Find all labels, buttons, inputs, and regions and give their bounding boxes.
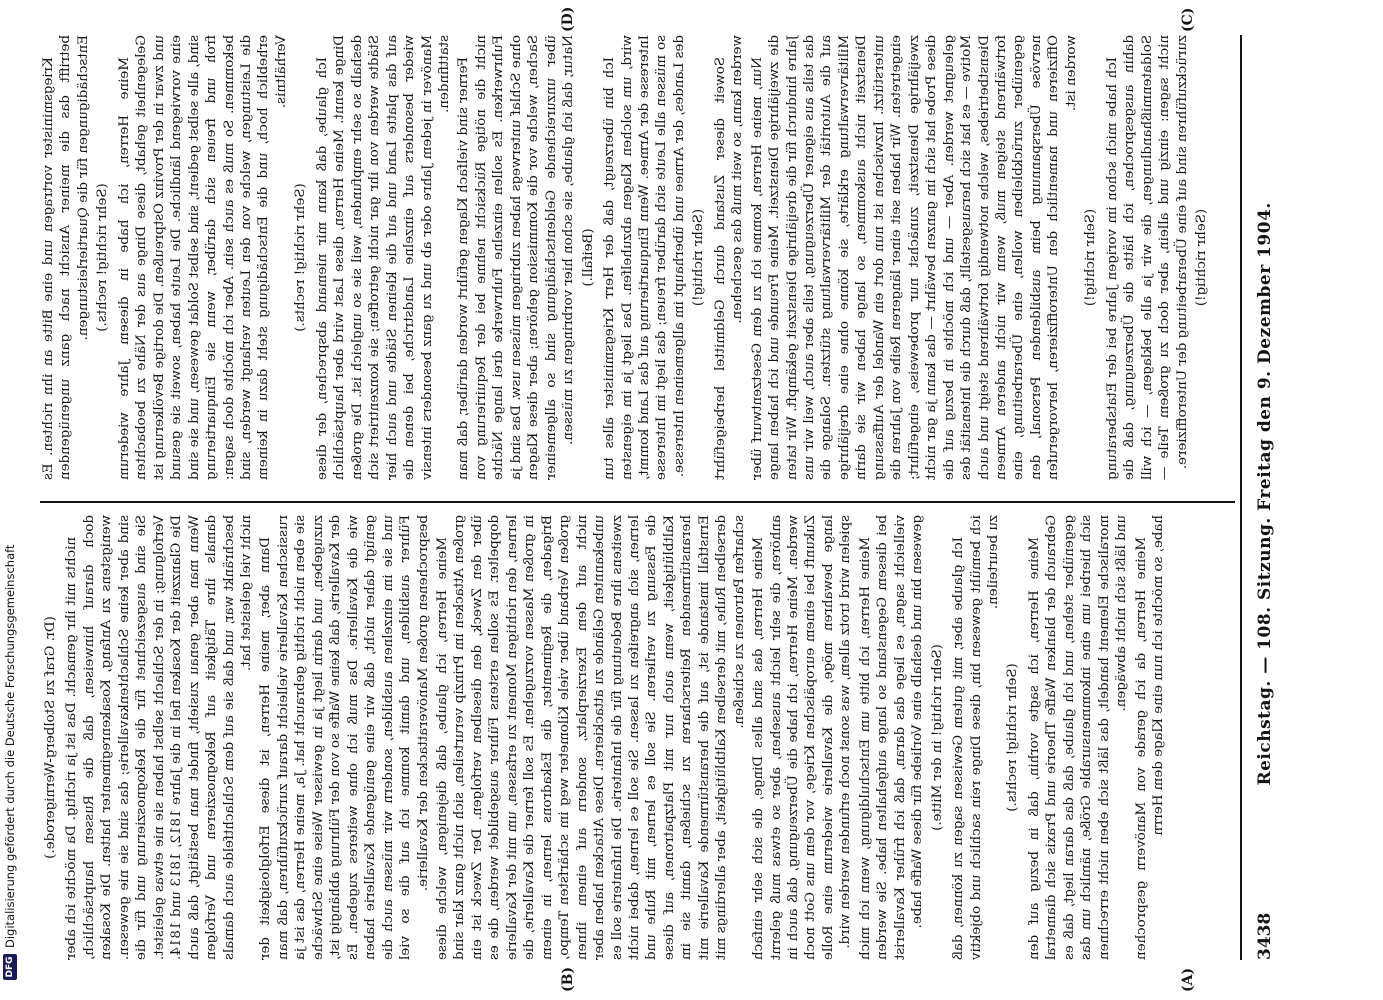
paragraph: nichts mit ihr gemacht. Das ist ja richtig. Da möchte ich aber doch darauf hinweisen, daß die Russen hauptsächlich, wenigstens zu Anfang, Kosakenregimenter hatten. Die Kosaken sind aber keine Schlachtenkavallerie; das sind sie nie gewesen. Sie sind ausgezeichnet für die Rekognoszierung und für die Verfolgung; in der Schlacht selbst haben sie nie etwas geleistet. Die Glanzzeit der Kosaken fiel in die Jahre 1812, 1813 und 1814. Wenn man aber genau zusieht, findet man bestätigt, daß auch damals ihre Tätigkeit auf Rekognoszieren und Verfolgen beschränkt war, und daß sie auf dem Schlachtfelde auch damals nicht viel geleistet hat. (64, 515, 254, 960)
interjection: (Sehr richtig! rechts.) (293, 183, 309, 332)
interjection: (Beifall.) (580, 228, 596, 287)
column-divider (40, 501, 1235, 503)
paragraph: Ich habe mich schon im vorigen Jahre bei der Etatsberatung dahin ausgesprochen, ich hätte die Überzeugung, daß die Soldatenmißhandlungen, die wir ja alle beklagen, — ich will nicht sagen: einzig und allein, aber doch zu großem Teile — zurückzuführen sind auf eine Überarbeitung der Unteroffiziere. (1104, 35, 1190, 480)
header-rule (1240, 35, 1242, 960)
speaker-line: (Dr. Graf zu Stolberg-Wernigerode.) (43, 616, 58, 859)
interjection: (Sehr richtig! rechts.) (95, 183, 111, 332)
interjection: (Sehr richtig! rechts.) (1005, 663, 1021, 812)
margin-marker-d: (D) (560, 6, 576, 32)
text-column-left (40, 515, 1235, 960)
paragraph: Kriegsminister vortragen und eine Bitte an ihn richten. Es betrifft das die meiner Ansicht nach ganz ungenügenden Entschädigungen für die Quartierleistungen. (41, 35, 91, 480)
paragraph: Ich bin überzeugt, daß der Herr Kriegsminister alles tun wird, um solchen Klagen abzuhelfen. Das liegt ja im eigensten Interesse der Armee. Wenn Einquartierung auf das Land kommt, so müssen alle Leute sich darüber freuen; das liegt im Interesse des Landes, der Armee und überhaupt im allgemeinen Interesse. (602, 35, 687, 480)
paragraph: Meine Herren, ich sagte vorhin, daß in bezug auf den Gebrauch der blanken Waffe Theorie und Praxis sich diametral gegenüber stehen, und ich glaube, daß das daran liegt, daß es sich hierbei um eine inkommensurable Größe, nämlich um das moralische Element handelt, das läßt sich eben nicht errechnen und läßt sich nicht abwägen. (1026, 515, 1130, 960)
digitization-credit (0, 0, 20, 1000)
dfg-logo-icon: DFG (3, 954, 17, 980)
paragraph: Meine Herren, das sind alles Dinge, die sich sehr einfach anhören, die sehr leicht aussehen, aber so etwas muß gelernt werden. Meine Herren, ich habe die Überzeugung, daß auch in Zukunft bei einem europäischen Kriege, vor dem uns Gott noch lange bewahren möge, die Kavallerie wiederum eine Rolle spielen wird trotz allem, was sonst noch erfunden werden wird. (751, 515, 854, 960)
margin-marker-a: (A) (1180, 967, 1196, 992)
interjection: (Sehr richtig!) (1083, 208, 1099, 307)
paragraph: Meine Herren, ich bitte um Entschuldigung, wenn ich mich bei diesem Gegenstand so lange aufgehalten habe. Sie werden vielleicht sagen, es liege das daran, daß ich früher Kavallerist gewesen bin und deshalb eine Vorliebe für diese Waffe habe. (857, 515, 926, 960)
paragraph: Ferner sind vielfach Klagen geführt worden darüber, daß man nicht die nötige Rücksicht nehme bei der Requirierung von Fuhrwerken. Es sollen einzelne Fuhrwerke drei lange Nächte ohne Schlaf unterwegs haben zubringen müssen usw. Das sind ja Sachen, welche vor die Kommission gehören; aber diese Klagen über unzureichende Geldentschädigung sind so allgemeiner Natur, daß ich glaube, sie schon hier vorbringen zu müssen. (456, 35, 577, 480)
credit-text: Digitalisierung gefördert durch die Deutsche Forschungsgemeinschaft (3, 544, 17, 948)
page-number: 3438 (1255, 912, 1275, 960)
paragraph: Ich glaube aber, mit gutem Gewissen sagen zu können, daß ich bemüht gewesen bin, diese Dinge rein sachlich und objektiv zu beurteilen. (951, 515, 1002, 960)
paragraph: Meine Herren, da ich gerade von Manövern gesprochen habe, so möchte ich nun eine Klage dem Herrn (1133, 515, 1167, 960)
paragraph: Ich glaube, daß kann mir niemand absprechen, der diese Dinge kennt. Meine Herren, diese Last wird aber hauptsächlich deshalb so sehr empfunden, weil sie so ungleich ist. Die großen Städte werden von ihr gar nicht getroffen; sie konzentriert sich auf das platte Land und auf die kleinen Städte und auch hier wieder besonders auf einzelne Landstriche, bei denen die Manöver in jedem Jahre oder ab und zu ganz besonders intensiv stattfinden. (314, 35, 452, 480)
paragraph: Meine Herren, ich habe in diesem Jahre wiederum Gelegenheit gehabt, diese Dinge aus der Nähe zu beobachten und zwar in der Provinz Ostpreußen. Die dortige Bevölkerung ist eine vorwiegend ländliche. Die Leute haben, soweit sie gesund sind, alle selbst gedient, sind selbst Soldat gewesen, und sie sind froh und freuen sich darüber, wenn sie Einquartierung bekommen. So muß es auch sein. Aber ich möchte doch sagen: die Leistungen, welche von den Leuten verlangt werden, sind erheblich hoch, und die Entschädigung steht dazu in keinem Verhältnis. (116, 35, 289, 480)
margin-marker-c: (C) (1180, 7, 1196, 32)
paragraph: Dann aber, meine Herren, ist diese Erfolglosigkeit der russischen Kavallerie vielleicht darauf zurückzuführen, daß man sie eben nicht richtig gebraucht hat. Ja, meine Herren, das ist ja zuzugeben, und darin liegt ja in gewisser Weise eine Schwäche der Kavallerie, daß keine Waffe so von der Führung abhängig ist, wie die Kavallerie. Das muß ich ohne weiteres zugeben. Es genügt daher nicht, daß wir eine genügende Kavallerie haben und sie im einzelnen ausbilden, sondern wir müssen auch die Führer ausbilden, und damit komme ich auf die so viel besprochenen großen Manöverattacken der Kavallerie. (258, 515, 431, 960)
running-title: Reichstag. — 108. Sitzung. Freitag den 9. Dezember 1904. (1255, 202, 1275, 786)
paragraph: Meine Herren, ich glaube, daß diejenigen, welche diese großen Attacken im Prinzip verurteilen, sich nicht ganz klar sind über den Zweck, den dieselben verfolgen. Der Zweck ist ein doppelter. Es sollen erstens Führer ausgebildet werden, die es lernen, den richtigen Moment zu erfassen, um mit der Kavallerie in großen Massen vorzugehen. Es soll ferner die Kavallerie, die Brigaden, die Regimenter, die Eskadrons lernen, in einem großen Verband über viele Kilometer weg im schärfsten Tempo, nicht auf dem Exerzierplatz, sondern auf einem ihnen unbekannten Gelände zu attackieren. Diese Attacken haben aber zweitens ihre Bedeutung für die Infanterie. Die Infanterie soll es lernen, sich angreifen zu lassen. Sie soll es lernen, dabei nicht die Fassung zu verlieren. Sie soll es lernen, mit Ruhe und Kaltblütigkeit, wenn auch nur mit Platzpatronen, auf diese heranstürmenden Reiterscharen zu schießen, damit sie im Ernstfall imstande ist, auf die heranstürmende Kavallerie mit derselben Ruhe, mit derselben Kaltblütigkeit, aber allerdings mit scharfen Patronen zu schießen. (434, 515, 747, 960)
text-column-right (40, 35, 1235, 480)
page-header (1255, 35, 1281, 960)
interjection: (Sehr richtig!) (691, 208, 707, 307)
margin-marker-b: (B) (560, 966, 576, 992)
interjection: (Sehr richtig!) (1194, 208, 1209, 307)
interjection: (Sehr richtig! in der Mitte.) (929, 644, 945, 831)
paragraph: Nun, meine Herren, komme ich zu dem Gesetzentwurf über die zweijährige Dienstzeit. Meine Freunde und ich haben lange Jahre hindurch für die dreijährige Dienstzeit gekämpft. Wir taten das teils aus eigener Überzeugung, teils aber auch, weil wir uns auf die Autorität der Militärverwaltung stützten. Solange die Militärverwaltung erklärte, sie könne ohne eine dreijährige Dienstzeit nicht auskommen, so lange haben wir sie darin unterstützt. Inzwischen ist nun dort ein Wandel der Auffassung eingetreten. Wir haben seit einer längeren Reihe von Jahren die zweijährige Dienstzeit, zunächst nur probeweise, eingeführt; diese Probe hat sich im ganzen bewährt — das kann ja gar nicht geleugnet werden. Aber — und ich möchte in bezug auf die Motive — es hat sich herausgestellt, daß durch die Intensität des Dienstbetriebes, welche notwendig fortwährend steigt und auch fortwährend steigen muß, wenn wir nicht anderen Armeen gegenüber zurückbleiben wollen, eine Überarbeitung, eine nervöse Überspannung beim ausbildenden Personal, den Offizieren und namentlich den Unteroffizieren, hervorgerufen worden ist. (749, 35, 1079, 480)
paragraph: Soweit dieser Zustand durch Geldmittel herbeigeführt werden kann, so weit muß das geschehen. (712, 35, 746, 480)
